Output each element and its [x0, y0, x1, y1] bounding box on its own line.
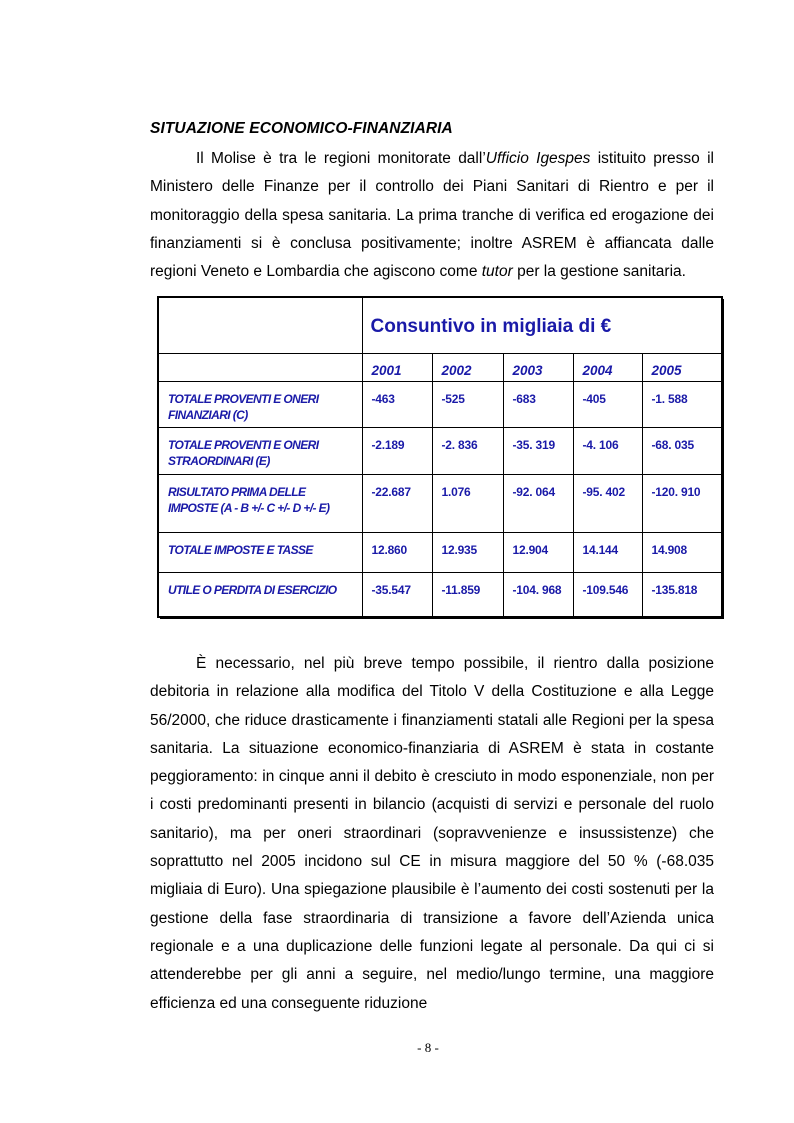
financial-table — [157, 296, 723, 618]
table-cell: -405 — [573, 381, 642, 427]
row-label: RISULTATO PRIMA DELLE IMPOSTE (A - B +/- C +/- D +/- E) — [158, 474, 362, 532]
table-row — [158, 474, 722, 532]
table-cell: 12.935 — [432, 532, 503, 572]
table-cell: -109.546 — [573, 572, 642, 617]
intro-text-c: per la gestione sanitaria. — [512, 263, 686, 281]
table-cell: -2.189 — [362, 427, 432, 474]
table-cell: -92. 064 — [503, 474, 573, 532]
table-cell: -35.547 — [362, 572, 432, 617]
table-cell: -95. 402 — [573, 474, 642, 532]
intro-paragraph — [150, 145, 714, 286]
table-corner-cell — [158, 297, 362, 353]
table-cell: -120. 910 — [642, 474, 722, 532]
header-empty-cell — [158, 353, 362, 381]
table-cell: -68. 035 — [642, 427, 722, 474]
table-cell: -2. 836 — [432, 427, 503, 474]
table-cell: -683 — [503, 381, 573, 427]
table-title: Consuntivo in migliaia di € — [362, 297, 722, 353]
row-label: UTILE O PERDITA DI ESERCIZIO — [158, 572, 362, 617]
year-header: 2001 — [362, 353, 432, 381]
table-cell: 1.076 — [432, 474, 503, 532]
table-cell: 12.904 — [503, 532, 573, 572]
table-cell: -11.859 — [432, 572, 503, 617]
year-header: 2005 — [642, 353, 722, 381]
intro-text-b: istituito presso il Ministero delle Finanze per il controllo dei Piani Sanitari di Rientro e per il monitoraggio della spesa sanitaria. La prima tranche di verifica ed erogazione dei finanziamenti si è conclusa positivamente; inoltre ASREM è affiancata dalle regioni Veneto e Lombardia che agiscono come — [150, 150, 714, 281]
table-cell: -104. 968 — [503, 572, 573, 617]
year-header: 2002 — [432, 353, 503, 381]
table-cell: -35. 319 — [503, 427, 573, 474]
row-label: TOTALE PROVENTI E ONERI STRAORDINARI (E) — [158, 427, 362, 474]
table-row — [158, 381, 722, 427]
table-cell: 12.860 — [362, 532, 432, 572]
table-cell: 14.144 — [573, 532, 642, 572]
analysis-paragraph: È necessario, nel più breve tempo possibile, il rientro dalla posizione debitoria in relazione alla modifica del Titolo V della Costituzione e alla Legge 56/2000, che riduce drasticamente i finanziamenti statali alle Regioni per la spesa sanitaria. La situazione economico-finanziaria di ASREM è stata in costante peggioramento: in cinque anni il debito è cresciuto in modo esponenziale, non per i costi predominanti presenti in bilancio (acquisti di servizi e personale del ruolo sanitario), ma per oneri straordinari (sopravvenienze e insussistenze) che soprattutto nel 2005 incidono sul CE in misura maggiore del 50 % (-68.035 migliaia di Euro). Una spiegazione plausibile è l’aumento dei costi sostenuti per la gestione della fase straordinaria di transizione a favore dell’Azienda unica regionale e a una duplicazione delle funzioni legate al personale. Da qui ci si attenderebbe per gli anni a seguire, nel medio/lungo termine, una maggiore efficienza ed una conseguente riduzione — [150, 655, 714, 1012]
intro-text-a: Il Molise è tra le regioni monitorate dall’ — [196, 150, 486, 167]
table-cell: 14.908 — [642, 532, 722, 572]
intro-emphasis-b: tutor — [481, 263, 513, 281]
table-cell: -4. 106 — [573, 427, 642, 474]
table-cell: -525 — [432, 381, 503, 427]
year-header: 2004 — [573, 353, 642, 381]
row-label: TOTALE IMPOSTE E TASSE — [158, 532, 362, 572]
table-cell: -1. 588 — [642, 381, 722, 427]
intro-emphasis-a: Ufficio Igespes — [485, 150, 591, 167]
table-title-row — [158, 297, 722, 353]
table-header-row — [158, 353, 722, 381]
table-cell: -135.818 — [642, 572, 722, 617]
table-row — [158, 572, 722, 617]
table-row — [158, 427, 722, 474]
table-cell: -463 — [362, 381, 432, 427]
financial-table-container — [157, 296, 721, 616]
page-number: - 8 - — [417, 1040, 439, 1055]
table-row — [158, 532, 722, 572]
year-header: 2003 — [503, 353, 573, 381]
table-cell: -22.687 — [362, 474, 432, 532]
section-heading: SITUAZIONE ECONOMICO-FINANZIARIA — [150, 120, 453, 137]
row-label: TOTALE PROVENTI E ONERI FINANZIARI (C) — [158, 381, 362, 427]
